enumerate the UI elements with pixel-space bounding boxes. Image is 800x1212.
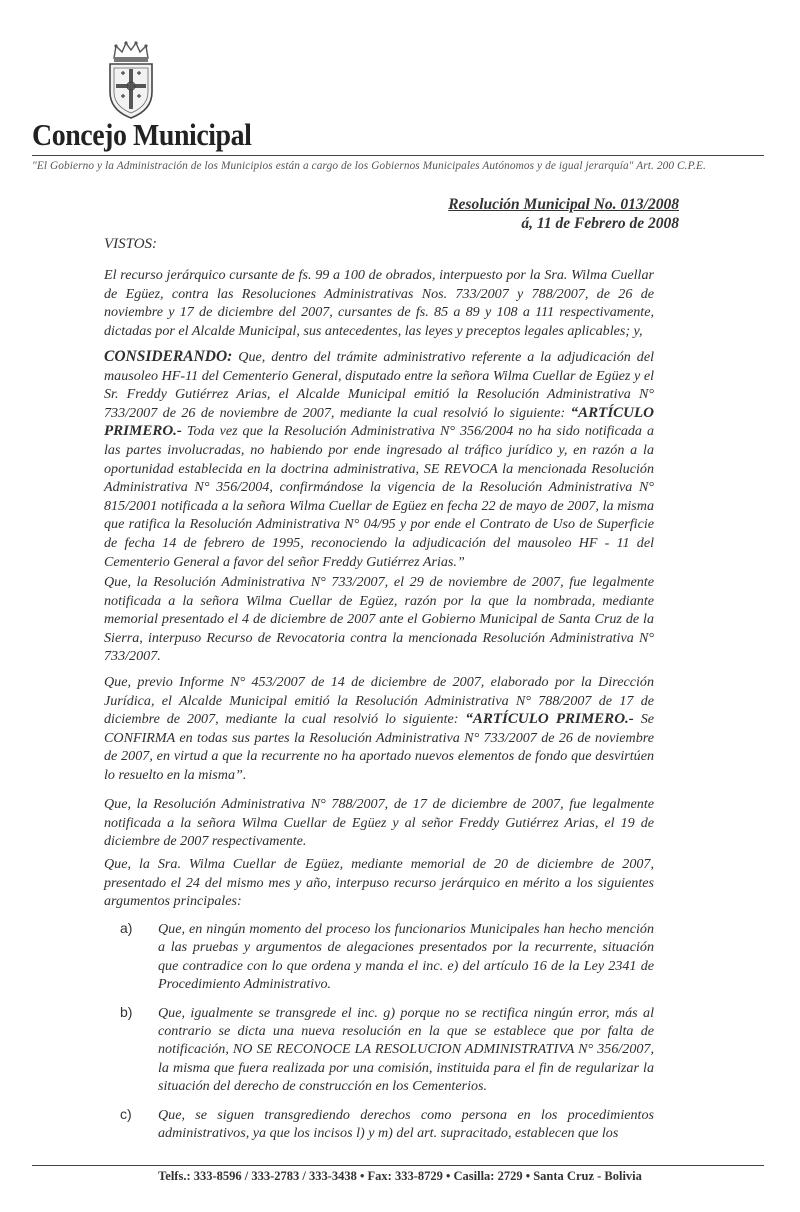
vistos-heading: VISTOS: [104, 236, 158, 252]
informe-text-b: Se CONFIRMA en todas sus partes la Resolución Administrativa N° 733/2007 de 26 de noviembre de 2007, en virtud a que la recurrente no ha aportado nuevos elementos de fondo que desvirtúen lo resuelto en la misma”. [104, 711, 654, 783]
footer-divider [32, 1165, 764, 1166]
list-item [120, 1106, 654, 1143]
considerando-text-b: Toda vez que la Resolución Administrativa N° 356/2004 no ha sido notificada a las partes involucradas, no habiendo por ende ingresado al tráfico jurídico y, en razón a la oportunidad establecida en la doctrina administrativa, SE REVOCA la mencionada Resolución Administrativa N° 356/2004, confirmándose la vigencia de la Resolución Administrativa N° 815/2001 notificada a la señora Wilma Cuellar de Egüez en fecha 22 de mayo de 2007, la misma que ratifica la Resolución Administrativa N° 04/95 y por ende el Contrato de Uso de Superficie de fecha 14 de febrero de 1995, reconociendo la adjudicación del mausoleo HF - 11 del Cementerio General a favor del señor Freddy Gutiérrez Arias.” [104, 423, 654, 570]
list-marker: b) [120, 1003, 133, 1020]
article-first-label-2: “ARTÍCULO PRIMERO.- [465, 711, 634, 728]
article-first-label: “ARTÍCULO PRIMERO.- [104, 404, 654, 440]
list-item [120, 1004, 654, 1096]
paragraph-vistos: El recurso jerárquico cursante de fs. 99 a 100 de obrados, interpuesto por la Sra. Wilma Cuellar de Egüez, contra las Resoluciones Administrativas Nos. 733/2007 y 788/2007, de 26 de noviembre y 17 de diciembre del 2007, cursantes de fs. 85 a 89 y 108 a 111 respectivamente, dictadas por el Alcalde Municipal, sus antecedentes, las leyes y preceptos legales aplicables; y, [104, 267, 654, 339]
resolution-date: á, 11 de Febrero de 2008 [521, 215, 679, 232]
coat-of-arms-emblem [104, 40, 158, 120]
header-motto: "El Gobierno y la Administración de los Municipios están a cargo de los Gobiernos Municipales Autónomos y de igual jerarquía" Art. 200 C.P.E. [32, 160, 706, 172]
arguments-list [120, 920, 654, 1152]
considerando-text-a: Que, dentro del trámite administrativo referente a la adjudicación del mausoleo HF-11 del Cementerio General, disputado entre la señora Wilma Cuellar de Egüez y el Sr. Freddy Gutiérrez Arias, el Alcalde Municipal emitió la Resolución Administrativa N° 733/2007 de 26 de noviembre de 2007, mediante la cual resolvió lo siguiente: [104, 349, 654, 421]
informe-text-a: Que, previo Informe N° 453/2007 de 14 de diciembre de 2007, elaborado por la Dirección Jurídica, el Alcalde Municipal emitió la Resolución Administrativa N° 788/2007 de 17 de diciembre de 2007, mediante la cual resolvió lo siguiente: [104, 674, 654, 728]
paragraph-informe [104, 673, 654, 785]
header-divider [32, 155, 764, 156]
paragraph-recurso: Que, la Sra. Wilma Cuellar de Egüez, mediante memorial de 20 de diciembre de 2007, presentado el 24 del mismo mes y año, interpuso recurso jerárquico en mérito a los siguientes argumentos principales: [104, 856, 654, 910]
list-item-text: Que, se siguen transgrediendo derechos como persona en los procedimientos administrativos, ya que los incisos l) y m) del art. supracitado, establecen que los [158, 1106, 654, 1142]
footer-contact: Telfs.: 333-8596 / 333-2783 / 333-3438 • Fax: 333-8729 • Casilla: 2729 • Santa Cruz - Bolivia [158, 1169, 642, 1183]
considerando-heading: CONSIDERANDO: [104, 348, 233, 365]
paragraph-notification: Que, la Resolución Administrativa N° 733/2007, el 29 de noviembre de 2007, fue legalmente notificada a la señora Wilma Cuellar de Egüez, razón por la que la nombrada, mediante memorial presentado el 4 de diciembre de 2007 ante el Gobierno Municipal de Santa Cruz de la Sierra, interpuso Recurso de Revocatoria contra la mencionada Resolución Administrativa N° 733/2007. [104, 574, 654, 665]
list-item [120, 920, 654, 994]
list-marker: a) [120, 920, 133, 936]
list-item-text: Que, igualmente se transgrede el inc. g) porque no se rectifica ningún error, más al contrario se dicta una nueva resolución en la que se establece que por falta de notificación, NO SE RECONOCE LA RESOLUCION ADMINISTRATIVA N° 356/2007, la misma que fuera realizada por una comisión, instituida para el fin de regularizar la situación del derecho de construcción en los Cementerios. [158, 1004, 654, 1095]
resolution-title: Resolución Municipal No. 013/2008 [448, 196, 679, 213]
paragraph-notification-2: Que, la Resolución Administrativa N° 788/2007, de 17 de diciembre de 2007, fue legalmente notificada a la señora Wilma Cuellar de Egüez y al señor Freddy Gutiérrez Arias, el 19 de diciembre de 2007 respectivamente. [104, 796, 654, 850]
list-item-text: Que, en ningún momento del proceso los funcionarios Municipales han hecho mención a las pruebas y argumentos de alegaciones presentados por la recurrente, situación que contradice con lo que ordena y manda el inc. e) del artículo 16 de la Ley 2341 de Procedimiento Administrativo. [158, 921, 654, 993]
paragraph-considerando [104, 348, 654, 571]
organization-name: Concejo Municipal [32, 117, 252, 152]
list-marker: c) [120, 1105, 132, 1122]
